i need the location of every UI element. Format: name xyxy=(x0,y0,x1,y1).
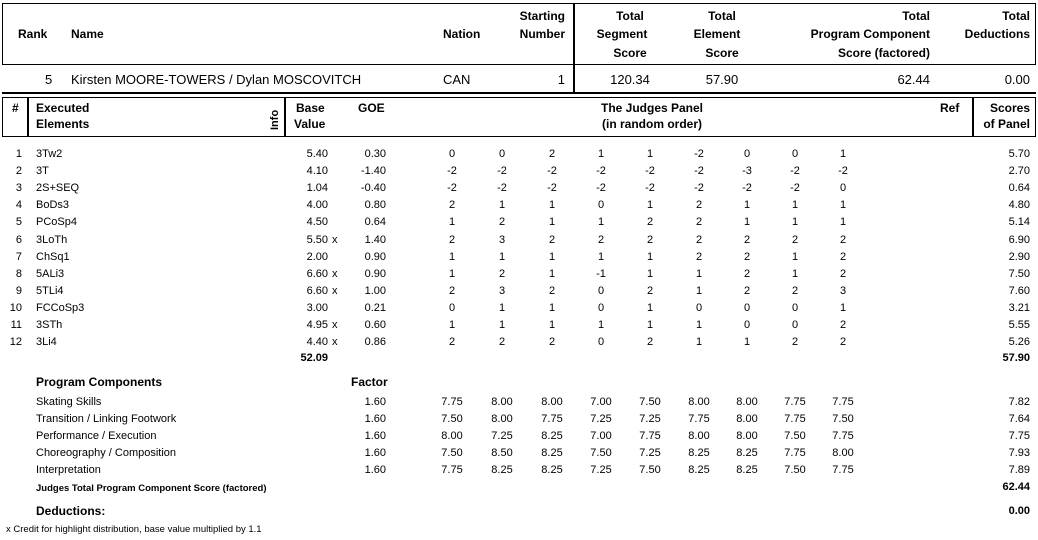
element-judge-score: 1 xyxy=(695,319,703,331)
el-div-2 xyxy=(284,97,286,137)
component-name: Choreography / Composition xyxy=(36,446,177,459)
element-judge-score: 2 xyxy=(646,284,654,297)
component-panel-score: 7.82 xyxy=(1008,396,1030,408)
element-base: 6.60 xyxy=(306,284,328,297)
pcs-total-label: Judges Total Program Component Score (factored) xyxy=(36,483,267,494)
element-panel-score: 5.70 xyxy=(1008,148,1030,160)
component-factor: 1.60 xyxy=(364,446,386,459)
element-judge-score: 1 xyxy=(791,216,799,229)
component-judge-score: 7.00 xyxy=(590,429,612,442)
component-panel-score: 7.89 xyxy=(1008,463,1030,476)
elements-goe-header: GOE xyxy=(358,101,385,115)
element-judge-score: 1 xyxy=(498,319,506,331)
element-base: 4.40 xyxy=(306,336,328,349)
component-judge-score: 8.25 xyxy=(736,463,758,476)
element-judge-score: 2 xyxy=(791,336,799,349)
element-judge-score: 2 xyxy=(448,336,456,349)
element-name: PCoSp4 xyxy=(36,216,77,229)
element-judge-score: -2 xyxy=(694,148,704,160)
element-judge-score: 1 xyxy=(839,301,847,314)
element-judge-score: -2 xyxy=(694,165,704,178)
component-name: Transition / Linking Footwork xyxy=(36,412,177,425)
component-judge-score: 7.50 xyxy=(441,446,463,459)
element-judge-score: 1 xyxy=(597,319,605,331)
element-judge-score: 0 xyxy=(448,148,456,160)
element-judge-score: 1 xyxy=(839,148,847,160)
element-judge-score: -2 xyxy=(497,182,507,195)
element-judge-score: 1 xyxy=(791,250,799,263)
element-judge-score: -2 xyxy=(790,182,800,195)
element-panel-score: 5.14 xyxy=(1008,216,1030,229)
element-judge-score: 2 xyxy=(498,336,506,349)
element-judge-score: 1 xyxy=(548,301,556,314)
elements-exec-1: Executed xyxy=(36,101,90,115)
element-judge-score: 1 xyxy=(448,216,456,229)
elements-judges-2: (in random order) xyxy=(601,117,702,131)
element-judge-score: 1 xyxy=(839,216,847,229)
component-judge-score: 8.00 xyxy=(688,429,710,442)
element-judge-score: -2 xyxy=(742,182,752,195)
header-tes-1: Total xyxy=(708,9,736,23)
element-base: 5.40 xyxy=(306,148,328,160)
element-name: 3STh xyxy=(36,319,63,331)
element-judge-score: 1 xyxy=(791,199,799,212)
skater-name: Kirsten MOORE-TOWERS / Dylan MOSCOVITCH xyxy=(71,72,362,87)
element-judge-score: 0 xyxy=(743,148,751,160)
element-base: 4.50 xyxy=(306,216,328,229)
element-judge-score: 1 xyxy=(646,148,654,160)
element-judge-score: 0 xyxy=(498,148,506,160)
header-starting-1: Starting xyxy=(519,9,565,23)
element-goe: 1.40 xyxy=(364,233,386,246)
element-judge-score: 0 xyxy=(791,301,799,314)
elements-exec-2: Elements xyxy=(36,117,90,131)
element-judge-score: 2 xyxy=(839,267,847,280)
component-judge-score: 7.75 xyxy=(688,412,710,425)
element-panel-score: 4.80 xyxy=(1008,199,1030,212)
component-panel-score: 7.93 xyxy=(1008,446,1030,459)
elements-base-1: Base xyxy=(296,101,325,115)
element-x-mark: x xyxy=(332,267,338,280)
elements-total-score: 57.90 xyxy=(1002,352,1030,364)
component-judge-score: 7.50 xyxy=(590,446,612,459)
component-judge-score: 8.25 xyxy=(491,463,513,476)
component-judge-score: 7.75 xyxy=(784,412,806,425)
element-x-mark: x xyxy=(332,319,338,331)
element-name: ChSq1 xyxy=(36,250,70,263)
element-judge-score: 1 xyxy=(646,267,654,280)
element-goe: 0.90 xyxy=(364,267,386,280)
element-base: 4.00 xyxy=(306,199,328,212)
el-div-1 xyxy=(27,97,29,137)
component-judge-score: 7.25 xyxy=(639,446,661,459)
element-judge-score: 1 xyxy=(646,301,654,314)
element-judge-score: 2 xyxy=(448,284,456,297)
element-judge-score: 2 xyxy=(597,233,605,246)
skater-tss: 120.34 xyxy=(610,72,650,87)
element-judge-score: 2 xyxy=(839,233,847,246)
skater-divider xyxy=(573,65,575,93)
element-judge-score: 1 xyxy=(498,301,506,314)
component-judge-score: 7.25 xyxy=(639,412,661,425)
component-judge-score: 7.75 xyxy=(832,396,854,408)
component-judge-score: 8.50 xyxy=(491,446,513,459)
element-judge-score: 1 xyxy=(548,216,556,229)
element-judge-score: 1 xyxy=(791,267,799,280)
header-pcs-2: Program Component xyxy=(810,27,930,41)
element-judge-score: 1 xyxy=(498,199,506,212)
pc-factor-header: Factor xyxy=(351,375,388,389)
element-goe: 0.90 xyxy=(364,250,386,263)
pcs-total-value: 62.44 xyxy=(1002,481,1030,493)
element-judge-score: 1 xyxy=(695,267,703,280)
element-judge-score: -2 xyxy=(447,165,457,178)
element-panel-score: 7.60 xyxy=(1008,284,1030,297)
element-num: 2 xyxy=(15,165,22,178)
element-judge-score: 1 xyxy=(548,199,556,212)
element-judge-score: 1 xyxy=(597,250,605,263)
element-base: 3.00 xyxy=(306,301,328,314)
elements-header-box xyxy=(2,97,1036,137)
component-judge-score: 8.00 xyxy=(491,412,513,425)
header-nation: Nation xyxy=(443,27,481,41)
element-judge-score: 2 xyxy=(646,233,654,246)
component-factor: 1.60 xyxy=(364,463,386,476)
element-judge-score: 1 xyxy=(743,216,751,229)
element-judge-score: 0 xyxy=(743,319,751,331)
element-judge-score: -2 xyxy=(447,182,457,195)
element-judge-score: -2 xyxy=(790,165,800,178)
element-judge-score: 0 xyxy=(743,301,751,314)
element-judge-score: 2 xyxy=(548,284,556,297)
element-judge-score: 1 xyxy=(448,250,456,263)
header-rank: Rank xyxy=(18,27,48,41)
element-judge-score: 2 xyxy=(791,284,799,297)
component-judge-score: 8.25 xyxy=(541,429,563,442)
component-judge-score: 8.25 xyxy=(541,463,563,476)
element-num: 5 xyxy=(15,216,22,229)
element-base: 4.10 xyxy=(306,165,328,178)
element-goe: -0.40 xyxy=(360,182,386,195)
element-goe: 0.30 xyxy=(364,148,386,160)
element-judge-score: 1 xyxy=(448,267,456,280)
element-judge-score: 2 xyxy=(646,336,654,349)
header-tes-2: Element xyxy=(693,27,741,41)
pc-title: Program Components xyxy=(36,375,163,389)
header-pcs-1: Total xyxy=(902,9,930,23)
element-num: 4 xyxy=(15,199,22,212)
component-judge-score: 7.75 xyxy=(832,429,854,442)
component-name: Interpretation xyxy=(36,463,101,476)
component-factor: 1.60 xyxy=(364,396,386,408)
element-panel-score: 2.70 xyxy=(1008,165,1030,178)
element-judge-score: 2 xyxy=(743,250,751,263)
footnote: x Credit for highlight distribution, base value multiplied by 1.1 xyxy=(6,524,262,535)
element-goe: 0.60 xyxy=(364,319,386,331)
component-judge-score: 7.25 xyxy=(590,412,612,425)
element-judge-score: -2 xyxy=(547,182,557,195)
element-judge-score: -2 xyxy=(645,165,655,178)
element-panel-score: 2.90 xyxy=(1008,250,1030,263)
element-judge-score: 1 xyxy=(498,250,506,263)
element-judge-score: 1 xyxy=(548,250,556,263)
component-judge-score: 7.75 xyxy=(784,396,806,408)
header-tes-3: Score xyxy=(705,46,739,60)
header-name: Name xyxy=(71,27,104,41)
element-judge-score: 2 xyxy=(839,250,847,263)
element-panel-score: 3.21 xyxy=(1008,301,1030,314)
header-ded-1: Total xyxy=(1002,9,1030,23)
component-judge-score: 8.25 xyxy=(541,446,563,459)
element-judge-score: 2 xyxy=(498,216,506,229)
element-judge-score: 2 xyxy=(743,284,751,297)
element-judge-score: 2 xyxy=(743,267,751,280)
component-judge-score: 7.50 xyxy=(784,463,806,476)
element-judge-score: -1 xyxy=(596,267,606,280)
element-judge-score: 1 xyxy=(646,319,654,331)
component-judge-score: 8.25 xyxy=(736,446,758,459)
element-name: 2S+SEQ xyxy=(36,182,80,195)
element-x-mark: x xyxy=(332,284,338,297)
header-starting-2: Number xyxy=(519,27,565,41)
element-goe: 0.64 xyxy=(364,216,386,229)
element-judge-score: 2 xyxy=(548,233,556,246)
element-judge-score: -2 xyxy=(645,182,655,195)
element-judge-score: 2 xyxy=(548,148,556,160)
element-judge-score: 0 xyxy=(839,182,847,195)
element-judge-score: 1 xyxy=(646,250,654,263)
component-judge-score: 7.75 xyxy=(832,463,854,476)
component-judge-score: 8.00 xyxy=(688,396,710,408)
element-num: 9 xyxy=(15,284,22,297)
deductions-label: Deductions: xyxy=(36,504,106,518)
header-divider xyxy=(573,3,575,65)
element-judge-score: 1 xyxy=(695,284,703,297)
element-judge-score: 2 xyxy=(448,199,456,212)
element-judge-score: 1 xyxy=(448,319,456,331)
component-judge-score: 8.00 xyxy=(441,429,463,442)
element-name: 3T xyxy=(36,165,49,178)
element-num: 8 xyxy=(15,267,22,280)
component-judge-score: 7.75 xyxy=(441,396,463,408)
header-ded-2: Deductions xyxy=(964,27,1030,41)
component-judge-score: 8.25 xyxy=(688,446,710,459)
element-goe: 0.80 xyxy=(364,199,386,212)
component-judge-score: 7.50 xyxy=(832,412,854,425)
component-judge-score: 8.00 xyxy=(541,396,563,408)
elements-num-header: # xyxy=(12,101,19,115)
element-num: 10 xyxy=(9,301,22,314)
component-name: Skating Skills xyxy=(36,396,102,408)
component-judge-score: 8.00 xyxy=(491,396,513,408)
element-panel-score: 0.64 xyxy=(1008,182,1030,195)
element-num: 7 xyxy=(15,250,22,263)
element-judge-score: 2 xyxy=(839,336,847,349)
element-judge-score: 2 xyxy=(839,319,847,331)
header-tss-2: Segment xyxy=(596,27,648,41)
element-judge-score: 0 xyxy=(695,301,703,314)
element-judge-score: -2 xyxy=(497,165,507,178)
component-judge-score: 7.75 xyxy=(639,429,661,442)
component-factor: 1.60 xyxy=(364,412,386,425)
element-name: 3Li4 xyxy=(36,336,57,349)
elements-total-base: 52.09 xyxy=(300,352,328,364)
skater-pcs: 62.44 xyxy=(897,72,930,87)
header-tss-3: Score xyxy=(613,46,647,60)
element-judge-score: 0 xyxy=(597,301,605,314)
element-name: BoDs3 xyxy=(36,199,70,212)
component-judge-score: 7.75 xyxy=(541,412,563,425)
element-num: 11 xyxy=(10,319,22,331)
skater-rank: 5 xyxy=(45,72,53,87)
element-judge-score: 2 xyxy=(695,233,703,246)
element-panel-score: 5.26 xyxy=(1008,336,1030,349)
elements-scores-1: Scores xyxy=(989,101,1030,115)
element-name: 3Tw2 xyxy=(36,148,63,160)
element-judge-score: 1 xyxy=(839,199,847,212)
element-panel-score: 6.90 xyxy=(1008,233,1030,246)
element-judge-score: 0 xyxy=(448,301,456,314)
skater-underline xyxy=(2,92,1036,94)
element-num: 3 xyxy=(15,182,22,195)
element-judge-score: 1 xyxy=(548,319,556,331)
element-judge-score: 1 xyxy=(743,336,751,349)
elements-info-header: Info xyxy=(269,109,281,130)
element-judge-score: 3 xyxy=(498,233,506,246)
element-name: 3LoTh xyxy=(36,233,68,246)
skater-ded: 0.00 xyxy=(1004,72,1030,87)
element-goe: 0.21 xyxy=(364,301,386,314)
element-panel-score: 5.55 xyxy=(1008,319,1030,331)
element-judge-score: 1 xyxy=(695,336,703,349)
component-judge-score: 7.75 xyxy=(441,463,463,476)
element-x-mark: x xyxy=(332,336,338,349)
component-judge-score: 7.50 xyxy=(441,412,463,425)
element-base: 6.60 xyxy=(306,267,328,280)
component-judge-score: 7.50 xyxy=(784,429,806,442)
element-base: 2.00 xyxy=(306,250,328,263)
header-tss-1: Total xyxy=(616,9,644,23)
element-goe: -1.40 xyxy=(360,165,386,178)
element-judge-score: 0 xyxy=(597,284,605,297)
element-num: 1 xyxy=(15,148,22,160)
skater-start: 1 xyxy=(557,72,565,87)
element-panel-score: 7.50 xyxy=(1008,267,1030,280)
component-judge-score: 7.75 xyxy=(784,446,806,459)
element-x-mark: x xyxy=(332,233,338,246)
skater-nation: CAN xyxy=(443,72,471,87)
element-judge-score: 1 xyxy=(597,216,605,229)
element-judge-score: -2 xyxy=(838,165,848,178)
element-name: 5TLi4 xyxy=(36,284,64,297)
element-judge-score: 1 xyxy=(743,199,751,212)
element-judge-score: 2 xyxy=(695,199,703,212)
component-panel-score: 7.64 xyxy=(1008,412,1030,425)
component-judge-score: 8.00 xyxy=(736,396,758,408)
element-goe: 1.00 xyxy=(364,284,386,297)
element-judge-score: 3 xyxy=(498,284,506,297)
component-judge-score: 7.25 xyxy=(491,429,513,442)
component-factor: 1.60 xyxy=(364,429,386,442)
deductions-value: 0.00 xyxy=(1008,505,1030,517)
component-judge-score: 8.00 xyxy=(736,429,758,442)
element-goe: 0.86 xyxy=(364,336,386,349)
elements-scores-2: of Panel xyxy=(983,117,1030,131)
element-base: 1.04 xyxy=(306,182,328,195)
elements-base-2: Value xyxy=(294,117,326,131)
element-judge-score: 0 xyxy=(791,148,799,160)
header-pcs-3: Score (factored) xyxy=(837,46,930,60)
element-num: 12 xyxy=(9,336,22,349)
component-judge-score: 7.00 xyxy=(590,396,612,408)
element-name: 5ALi3 xyxy=(36,267,65,280)
element-judge-score: 0 xyxy=(791,319,799,331)
element-judge-score: -2 xyxy=(694,182,704,195)
elements-judges-1: The Judges Panel xyxy=(600,101,704,115)
component-judge-score: 8.00 xyxy=(832,446,854,459)
element-judge-score: 2 xyxy=(548,336,556,349)
element-base: 5.50 xyxy=(306,233,328,246)
elements-ref-header: Ref xyxy=(940,101,960,115)
element-judge-score: 2 xyxy=(743,233,751,246)
element-judge-score: -3 xyxy=(742,165,752,178)
element-judge-score: -2 xyxy=(596,165,606,178)
element-judge-score: 2 xyxy=(695,250,703,263)
element-judge-score: -2 xyxy=(547,165,557,178)
element-judge-score: 2 xyxy=(498,267,506,280)
element-judge-score: 1 xyxy=(646,199,654,212)
element-judge-score: 2 xyxy=(646,216,654,229)
element-judge-score: 2 xyxy=(695,216,703,229)
element-judge-score: 2 xyxy=(791,233,799,246)
element-num: 6 xyxy=(15,233,22,246)
component-judge-score: 8.25 xyxy=(688,463,710,476)
component-name: Performance / Execution xyxy=(36,429,157,442)
element-judge-score: 2 xyxy=(448,233,456,246)
element-judge-score: 1 xyxy=(548,267,556,280)
component-judge-score: 7.25 xyxy=(590,463,612,476)
skater-tes: 57.90 xyxy=(705,72,739,87)
component-panel-score: 7.75 xyxy=(1008,429,1030,442)
element-judge-score: 0 xyxy=(597,199,605,212)
element-judge-score: 0 xyxy=(597,336,605,349)
component-judge-score: 7.50 xyxy=(639,396,661,408)
element-judge-score: 3 xyxy=(839,284,847,297)
element-judge-score: -2 xyxy=(596,182,606,195)
element-base: 4.95 xyxy=(306,319,328,331)
component-judge-score: 7.50 xyxy=(639,463,661,476)
element-judge-score: 1 xyxy=(597,148,605,160)
component-judge-score: 8.00 xyxy=(736,412,758,425)
element-name: FCCoSp3 xyxy=(36,301,85,314)
